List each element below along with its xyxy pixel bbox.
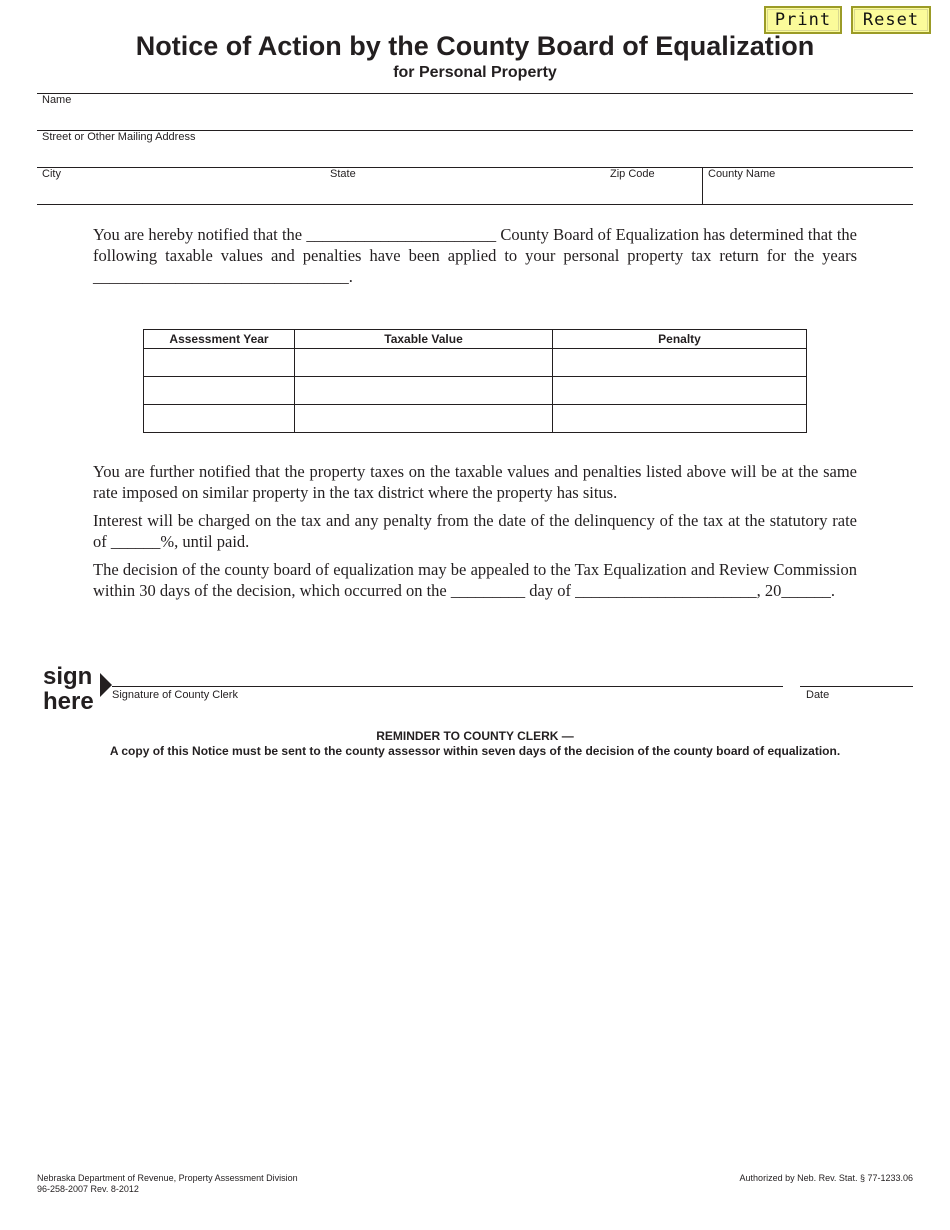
decision-month-blank[interactable]: ______________________ xyxy=(575,581,757,600)
zip-field[interactable] xyxy=(610,184,698,202)
intro-text-b: County Board of Equalization has determined that the following taxable values and penalties have been applied to your personal property tax return for the years xyxy=(93,225,857,265)
state-label: State xyxy=(330,168,356,180)
further-paragraph xyxy=(93,461,857,503)
interest-text-b: %, until paid. xyxy=(160,532,250,551)
county-field[interactable] xyxy=(708,184,908,202)
penalty-cell[interactable] xyxy=(553,377,807,405)
assessment-year-cell[interactable] xyxy=(144,349,295,377)
reminder-text: A copy of this Notice must be sent to the county assessor within seven days of the decision of the county board of equalization. xyxy=(109,744,841,758)
table-header-row xyxy=(144,330,807,349)
sign-here-marker xyxy=(43,664,94,714)
penalty-cell[interactable] xyxy=(553,349,807,377)
intro-text-a: You are hereby notified that the xyxy=(93,225,307,244)
appeal-text-c: , 20 xyxy=(756,581,782,600)
footer-form-number: 96-258-2007 Rev. 8-2012 xyxy=(37,1184,139,1194)
interest-text-a: Interest will be charged on the tax and any penalty from the date of the delinquency of the tax at the statutory rate of xyxy=(93,511,857,551)
penalty-header: Penalty xyxy=(553,330,807,349)
city-label: City xyxy=(42,168,61,180)
address-label: Street or Other Mailing Address xyxy=(42,131,196,143)
taxable-value-cell[interactable] xyxy=(295,405,553,433)
city-field[interactable] xyxy=(42,184,322,202)
reminder-heading: REMINDER TO COUNTY CLERK — xyxy=(376,729,574,743)
signature-line xyxy=(112,686,783,687)
county-divider xyxy=(702,167,703,204)
assessment-year-cell[interactable] xyxy=(144,377,295,405)
county-board-blank[interactable]: _______________________ xyxy=(306,225,497,244)
clerk-signature-label: Signature of County Clerk xyxy=(112,689,238,701)
appeal-paragraph xyxy=(93,559,857,601)
reset-button[interactable]: Reset xyxy=(851,6,931,34)
address-rule xyxy=(37,167,913,168)
assessment-year-cell[interactable] xyxy=(144,405,295,433)
address-bottom-rule xyxy=(37,204,913,205)
decision-year-blank[interactable]: ______ xyxy=(781,581,831,600)
address-top-rule xyxy=(37,93,913,94)
intro-paragraph xyxy=(93,224,857,287)
tax-years-blank[interactable]: _______________________________ xyxy=(93,267,349,286)
here-word: here xyxy=(43,688,94,715)
name-label: Name xyxy=(42,94,72,106)
decision-day-blank[interactable]: _________ xyxy=(450,581,526,600)
table-row xyxy=(144,377,807,405)
assessment-table xyxy=(143,329,807,433)
assessment-year-header: Assessment Year xyxy=(144,330,295,349)
sign-word: sign xyxy=(43,663,93,690)
interest-rate-blank[interactable]: ______ xyxy=(110,532,161,551)
page-title: Notice of Action by the County Board of Equalization xyxy=(135,31,815,61)
appeal-text-b: day of xyxy=(525,581,576,600)
sign-arrow-icon xyxy=(100,673,112,697)
print-button[interactable]: Print xyxy=(764,6,842,34)
page-subtitle: for Personal Property xyxy=(393,64,557,81)
appeal-text-d: . xyxy=(830,581,835,600)
taxable-value-header: Taxable Value xyxy=(295,330,553,349)
taxable-value-cell[interactable] xyxy=(295,349,553,377)
clerk-signature-field[interactable] xyxy=(112,666,782,684)
county-label: County Name xyxy=(708,168,776,180)
footer-department: Nebraska Department of Revenue, Property Assessment Division xyxy=(37,1173,298,1183)
interest-paragraph xyxy=(93,510,857,552)
footer-authority: Authorized by Neb. Rev. Stat. § 77-1233.06 xyxy=(739,1173,913,1183)
state-field[interactable] xyxy=(330,184,600,202)
zip-label: Zip Code xyxy=(610,168,655,180)
name-field[interactable] xyxy=(42,110,910,128)
appeal-text-a: The decision of the county board of equalization may be appealed to the Tax Equalization and Review Commission within 30 days of the decision, which occurred on the xyxy=(93,560,857,600)
penalty-cell[interactable] xyxy=(553,405,807,433)
date-label: Date xyxy=(806,689,830,701)
date-field[interactable] xyxy=(800,666,912,684)
taxable-value-cell[interactable] xyxy=(295,377,553,405)
table-row xyxy=(144,405,807,433)
footer-left xyxy=(37,1173,298,1195)
table-row xyxy=(144,349,807,377)
address-field[interactable] xyxy=(42,147,910,165)
date-line xyxy=(800,686,913,687)
further-text: You are further notified that the property taxes on the taxable values and penalties listed above will be at the same rate imposed on similar property in the tax district where the property has situs. xyxy=(93,462,857,502)
intro-text-c: . xyxy=(348,267,353,286)
